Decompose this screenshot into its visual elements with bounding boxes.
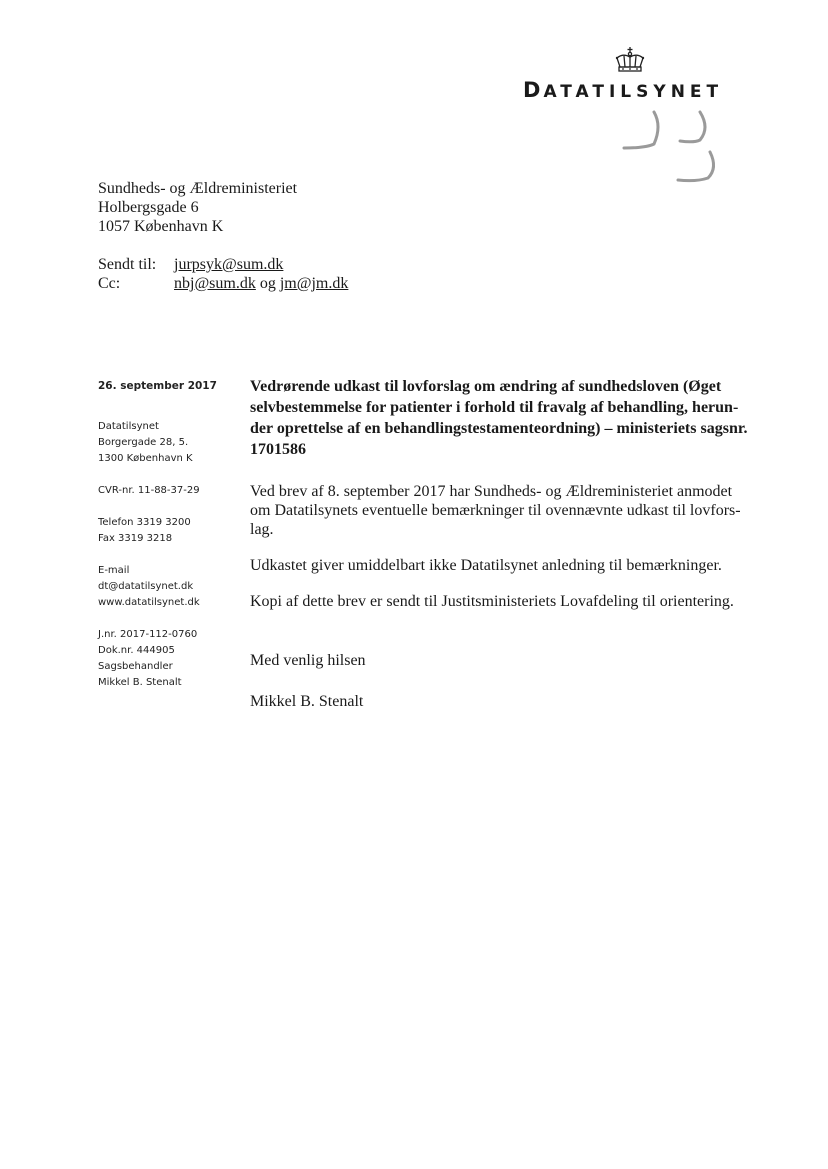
letter-date: 26. september 2017 bbox=[98, 380, 217, 392]
letter-body bbox=[250, 376, 755, 711]
case-officer-name: Mikkel B. Stenalt bbox=[98, 677, 182, 688]
case-officer-label: Sagsbehandler bbox=[98, 661, 173, 672]
sent-to-row bbox=[98, 255, 348, 274]
cvr-number: CVR-nr. 11-88-37-29 bbox=[98, 485, 200, 496]
email-label: E-mail bbox=[98, 565, 130, 576]
phone-number: Telefon 3319 3200 bbox=[98, 517, 191, 528]
cc-label: Cc: bbox=[98, 275, 121, 292]
letter-subject bbox=[250, 376, 755, 460]
org-email-link[interactable]: dt@datatilsynet.dk bbox=[98, 581, 194, 592]
crown-icon bbox=[613, 46, 647, 74]
fax-number: Fax 3319 3218 bbox=[98, 533, 173, 544]
case-group bbox=[98, 627, 238, 691]
journal-number: J.nr. 2017-112-0760 bbox=[98, 629, 198, 640]
paragraph-request bbox=[250, 482, 755, 539]
org-street: Borgergade 28, 5. bbox=[98, 437, 189, 448]
org-city: 1300 København K bbox=[98, 453, 193, 464]
paragraph-response: Udkastet giver umiddelbart ikke Datatilsynet anledning til bemærkninger. bbox=[250, 557, 722, 574]
datatilsynet-logo bbox=[520, 46, 740, 102]
recipient-name: Sundheds- og Ældreministeriet bbox=[98, 180, 298, 197]
cc-joiner: og bbox=[259, 275, 276, 292]
cvr-group bbox=[98, 483, 238, 499]
sent-to-label: Sendt til: bbox=[98, 256, 157, 273]
phone-group bbox=[98, 515, 238, 547]
cc-row bbox=[98, 274, 348, 293]
subject-line: selvbestemmelse for patienter i forhold til fravalg af behandling, herun- bbox=[250, 399, 739, 416]
subject-line: Vedrørende udkast til lovforslag om ændring af sundhedsloven (Øget bbox=[250, 378, 722, 395]
subject-line: der oprettelse af en behandlingstestamenteordning) – ministeriets sagsnr. bbox=[250, 420, 748, 437]
org-address bbox=[98, 419, 238, 467]
signature-name: Mikkel B. Stenalt bbox=[250, 693, 364, 710]
org-name: Datatilsynet bbox=[98, 421, 159, 432]
handwritten-mark bbox=[616, 108, 726, 188]
sent-to-email-link[interactable]: jurpsyk@sum.dk bbox=[174, 256, 284, 273]
paragraph-line: om Datatilsynets eventuelle bemærkninger til ovennævnte udkast til lovfors- bbox=[250, 502, 741, 519]
cc-email-link-1[interactable]: nbj@sum.dk bbox=[174, 275, 256, 292]
recipient-address bbox=[98, 179, 297, 236]
recipient-street: Holbergsgade 6 bbox=[98, 199, 199, 216]
subject-line: 1701586 bbox=[250, 441, 306, 458]
cc-email-link-2[interactable]: jm@jm.dk bbox=[279, 275, 349, 292]
email-recipients bbox=[98, 255, 348, 293]
logo-wordmark: DATATILSYNET bbox=[523, 78, 724, 102]
paragraph-line: lag. bbox=[250, 521, 274, 538]
sender-sidebar bbox=[98, 378, 238, 707]
org-website-link[interactable]: www.datatilsynet.dk bbox=[98, 597, 200, 608]
paragraph-line: Ved brev af 8. september 2017 har Sundheds- og Ældreministeriet anmodet bbox=[250, 483, 733, 500]
recipient-city: 1057 København K bbox=[98, 218, 224, 235]
closing-greeting: Med venlig hilsen bbox=[250, 652, 366, 669]
email-group bbox=[98, 563, 238, 611]
paragraph-copy-note: Kopi af dette brev er sendt til Justitsministeriets Lovafdeling til orientering. bbox=[250, 593, 734, 610]
document-number: Dok.nr. 444905 bbox=[98, 645, 175, 656]
